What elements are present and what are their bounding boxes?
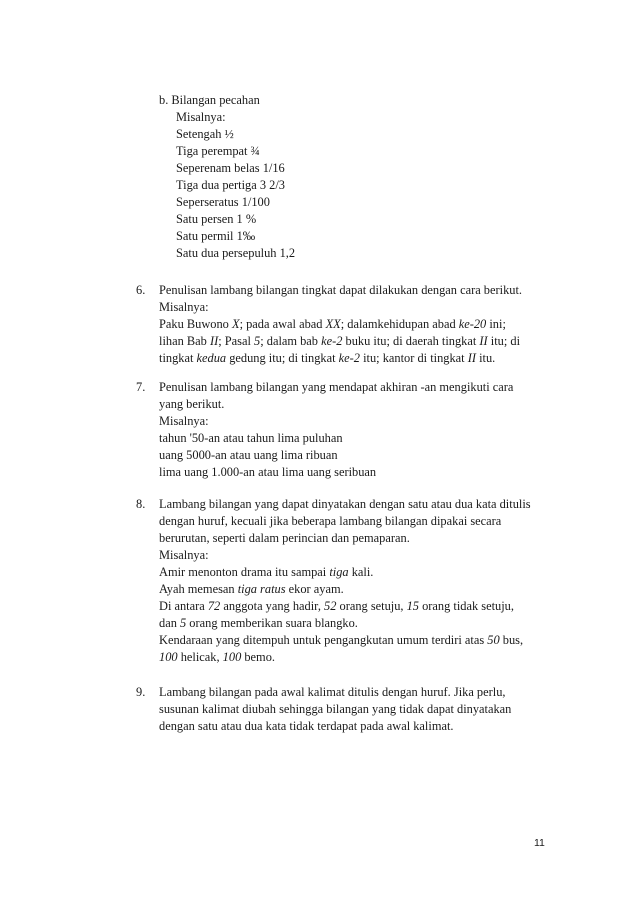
page-number: 11	[534, 837, 545, 849]
item-6-example-line: lihan Bab II; Pasal 5; dalam bab ke-2 buku itu; di daerah tingkat II itu; di	[159, 334, 521, 348]
item-8-example: Di antara 72 anggota yang hadir, 52 orang setuju, 15 orang tidak setuju,	[159, 599, 514, 613]
item-8-number: 8.	[136, 497, 146, 511]
section-b-heading: b. Bilangan pecahan	[159, 93, 260, 107]
item-9-text: Lambang bilangan pada awal kalimat ditulis dengan huruf. Jika perlu,	[159, 685, 506, 699]
item-7-example-label: Misalnya:	[159, 414, 209, 428]
item-8-example: 100 helicak, 100 bemo.	[159, 650, 275, 664]
item-8-text: Lambang bilangan yang dapat dinyatakan dengan satu atau dua kata ditulis	[159, 497, 531, 511]
item-6-number: 6.	[136, 283, 146, 297]
item-8-text: berurutan, seperti dalam perincian dan pemaparan.	[159, 531, 410, 545]
item-7-text: Penulisan lambang bilangan yang mendapat akhiran -an mengikuti cara	[159, 380, 514, 394]
item-7-example: tahun '50-an atau tahun lima puluhan	[159, 431, 343, 445]
item-8-example-label: Misalnya:	[159, 548, 209, 562]
section-b-example-label: Misalnya:	[176, 110, 226, 124]
item-6-example-line: Paku Buwono X; pada awal abad XX; dalamkehidupan abad ke-20 ini;	[159, 317, 506, 331]
item-7-example: lima uang 1.000-an atau lima uang seribuan	[159, 465, 377, 479]
item-6-example-line: tingkat kedua gedung itu; di tingkat ke-2 itu; kantor di tingkat II itu.	[159, 351, 496, 365]
fraction-example: Satu permil 1‰	[176, 229, 256, 243]
item-8-example: Kendaraan yang ditempuh untuk pengangkutan umum terdiri atas 50 bus,	[159, 633, 524, 647]
fraction-example: Seperenam belas 1/16	[176, 161, 285, 175]
fraction-example: Satu dua persepuluh 1,2	[176, 246, 296, 260]
item-9-number: 9.	[136, 685, 146, 699]
item-8-example: Ayah memesan tiga ratus ekor ayam.	[159, 582, 344, 596]
item-7-example: uang 5000-an atau uang lima ribuan	[159, 448, 338, 462]
item-8-example: Amir menonton drama itu sampai tiga kali.	[159, 565, 374, 579]
fraction-example: Setengah ½	[176, 127, 234, 141]
item-9-text: susunan kalimat diubah sehingga bilangan yang tidak dapat dinyatakan	[159, 702, 512, 716]
item-6-example-label: Misalnya:	[159, 300, 209, 314]
item-8-example: dan 5 orang memberikan suara blangko.	[159, 616, 358, 630]
item-6-text: Penulisan lambang bilangan tingkat dapat dilakukan dengan cara berikut.	[159, 283, 523, 297]
fraction-example: Satu persen 1 %	[176, 212, 257, 226]
item-7-number: 7.	[136, 380, 146, 394]
item-9-text: dengan satu atau dua kata tidak terdapat pada awal kalimat.	[159, 719, 454, 733]
item-7-text: yang berikut.	[159, 397, 225, 411]
fraction-example: Tiga dua pertiga 3 2/3	[176, 178, 285, 192]
item-8-text: dengan huruf, kecuali jika beberapa lambang bilangan dipakai secara	[159, 514, 502, 528]
fraction-example: Tiga perempat ¾	[176, 144, 260, 158]
fraction-example: Seperseratus 1/100	[176, 195, 270, 209]
